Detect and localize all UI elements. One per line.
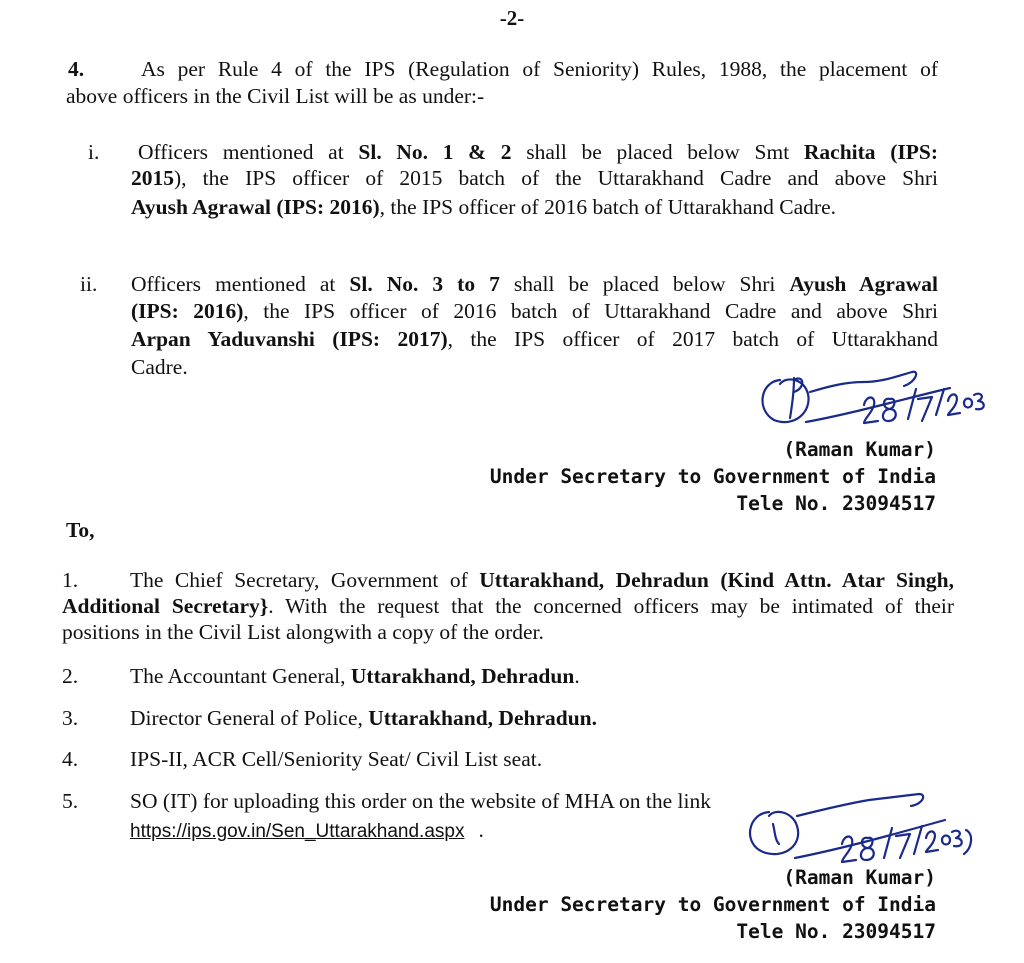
recipient-link-line	[130, 815, 484, 845]
recipient-line: positions in the Civil List alongwith a copy of the order.	[62, 620, 544, 644]
list-item-line: Officers mentioned at Sl. No. 3 to 7 shall be placed below Shri Ayush Agrawal	[131, 272, 938, 296]
list-item-line: Cadre.	[131, 355, 188, 379]
signature-block-1	[380, 436, 936, 517]
signature-block-2	[380, 864, 936, 945]
recipient-number: 4.	[62, 747, 79, 771]
handwritten-date	[838, 820, 978, 865]
list-item-line: Officers mentioned at Sl. No. 1 & 2 shall be placed below Smt Rachita (IPS:	[138, 140, 939, 164]
paragraph-number: 4.	[68, 57, 85, 81]
list-item-line: 2015), the IPS officer of 2015 batch of the Uttarakhand Cadre and above Shri	[131, 166, 938, 190]
paragraph-line: As per Rule 4 of the IPS (Regulation of Seniority) Rules, 1988, the placement of	[141, 57, 938, 81]
recipient-line: Director General of Police, Uttarakhand, Dehradun.	[130, 706, 597, 730]
recipient-number: 2.	[62, 664, 79, 688]
recipient-line: SO (IT) for uploading this order on the website of MHA on the link	[130, 789, 712, 813]
page-number: -2-	[499, 6, 525, 30]
paragraph-line: above officers in the Civil List will be as under:-	[66, 84, 485, 108]
recipient-line: The Chief Secretary, Government of Uttarakhand, Dehradun (Kind Attn. Atar Singh,	[130, 568, 954, 592]
signatory-telephone: Tele No. 23094517	[736, 920, 936, 943]
signatory-name: (Raman Kumar)	[783, 438, 936, 461]
recipient-line: The Accountant General, Uttarakhand, Dehradun.	[130, 664, 580, 688]
link-trailing-period: .	[478, 818, 484, 842]
recipient-line: IPS-II, ACR Cell/Seniority Seat/ Civil List seat.	[130, 747, 543, 771]
handwritten-date	[860, 385, 990, 430]
signatory-name: (Raman Kumar)	[783, 866, 936, 889]
recipient-line: Additional Secretary}. With the request that the concerned officers may be intimated of their	[62, 594, 954, 618]
recipient-number: 1.	[62, 568, 79, 592]
recipient-number: 5.	[62, 789, 79, 813]
signatory-designation: Under Secretary to Government of India	[489, 465, 936, 488]
signatory-designation: Under Secretary to Government of India	[489, 893, 936, 916]
signatory-telephone: Tele No. 23094517	[736, 492, 936, 515]
order-link[interactable]: https://ips.gov.in/Sen_Uttarakhand.aspx	[130, 821, 465, 842]
list-marker: ii.	[80, 272, 98, 296]
list-marker: i.	[88, 140, 100, 164]
recipient-number: 3.	[62, 706, 79, 730]
list-item-line: Arpan Yaduvanshi (IPS: 2017), the IPS officer of 2017 batch of Uttarakhand	[131, 327, 938, 351]
to-label: To,	[66, 518, 95, 542]
list-item-line: (IPS: 2016), the IPS officer of 2016 batch of Uttarakhand Cadre and above Shri	[131, 299, 938, 323]
list-item-line: Ayush Agrawal (IPS: 2016), the IPS officer of 2016 batch of Uttarakhand Cadre.	[131, 195, 837, 219]
